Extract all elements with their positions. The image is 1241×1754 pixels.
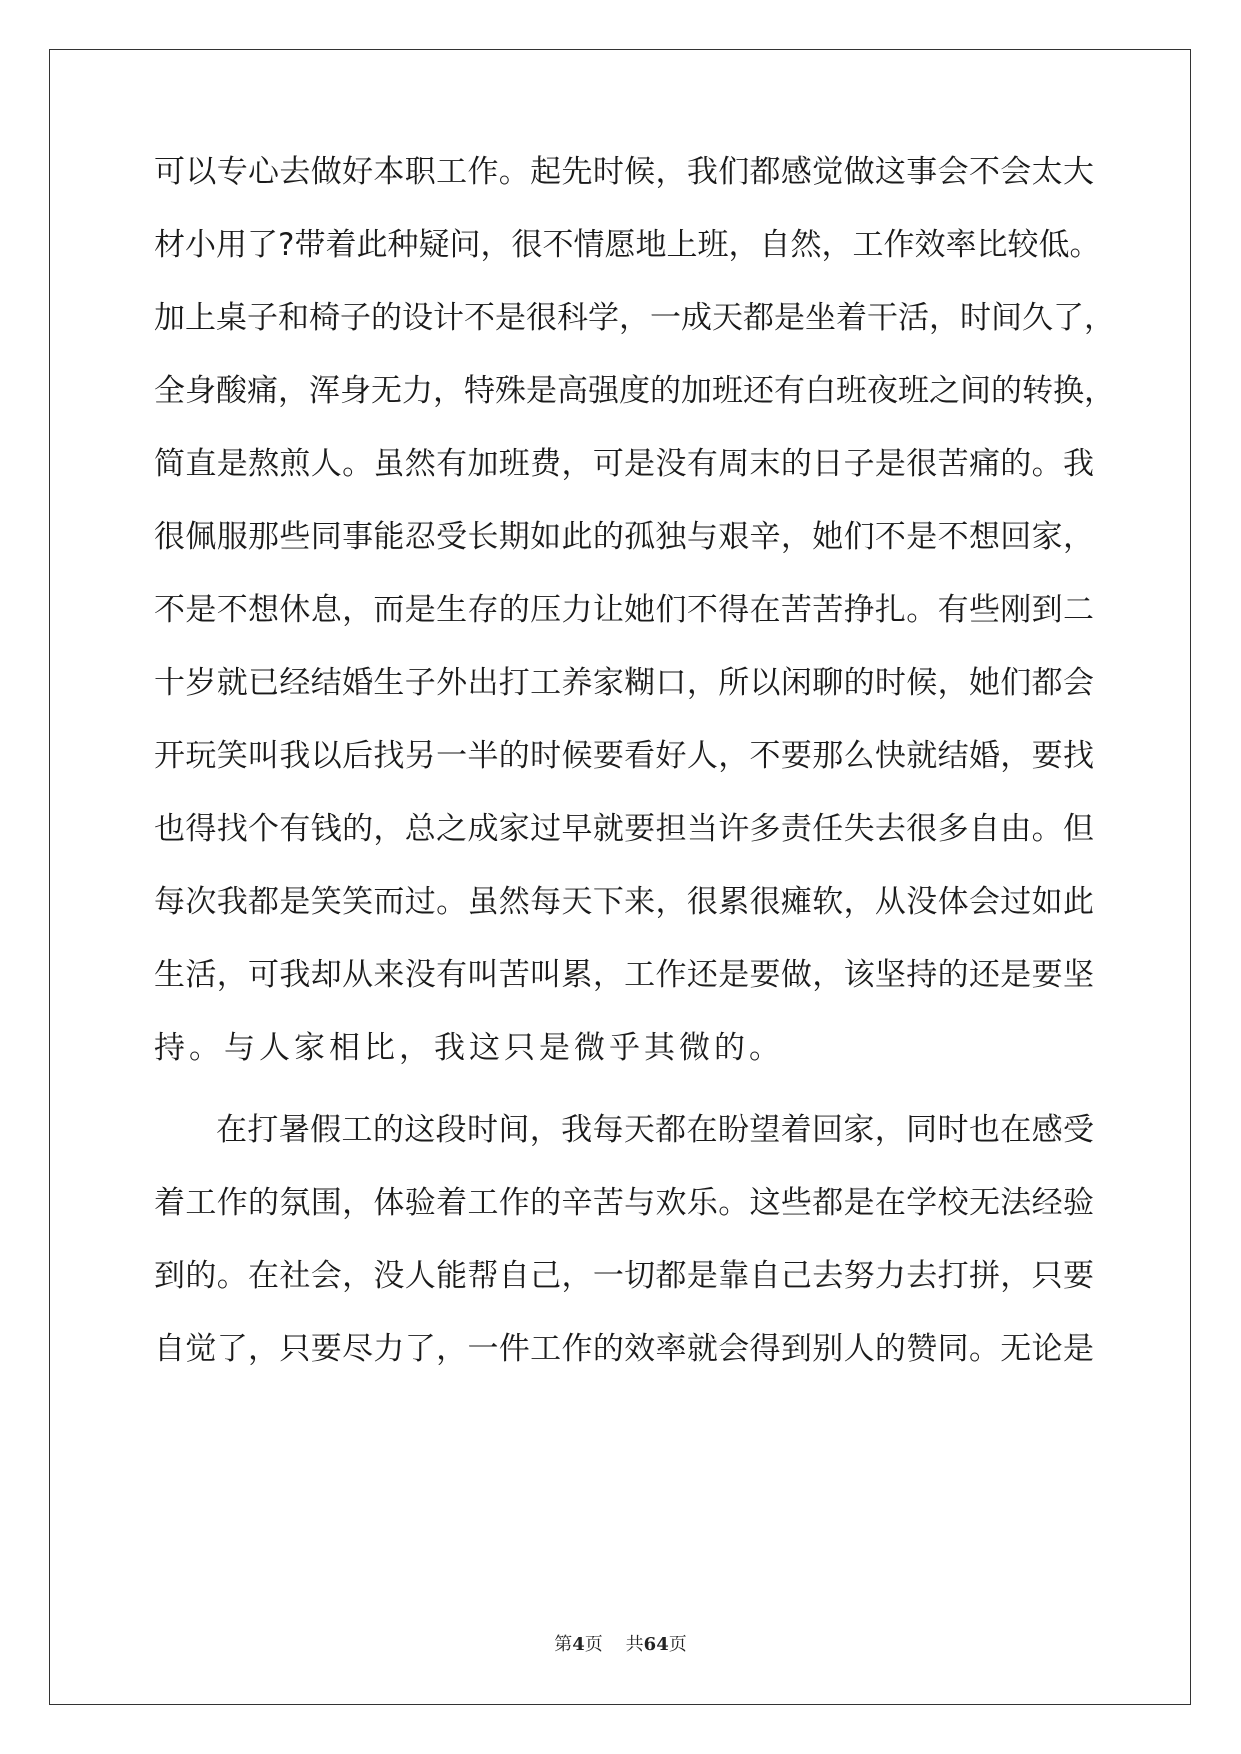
text-line: 到的。在社会，没人能帮自己，一切都是靠自己去努力去打拼，只要: [154, 1258, 1094, 1294]
text-line-paragraph-start: 在打暑假工的这段时间，我每天都在盼望着回家，同时也在感受: [216, 1112, 1094, 1148]
text-line: 简直是熬煎人。虽然有加班费，可是没有周末的日子是很苦痛的。我: [154, 446, 1094, 482]
text-line: 可以专心去做好本职工作。起先时候，我们都感觉做这事会不会太大: [154, 154, 1094, 190]
text-line-paragraph-end: 持。与人家相比，我这只是微乎其微的。: [154, 1030, 784, 1066]
total-prefix: 共: [625, 1634, 644, 1655]
text-line: 自觉了，只要尽力了，一件工作的效率就会得到别人的赞同。无论是: [154, 1331, 1094, 1367]
text-line: 开玩笑叫我以后找另一半的时候要看好人，不要那么快就结婚，要找: [154, 738, 1094, 774]
page-footer: [0, 1630, 1241, 1656]
text-line: 加上桌子和椅子的设计不是很科学，一成天都是坐着干活，时间久了，: [154, 300, 1115, 336]
text-line: 着工作的氛围，体验着工作的辛苦与欢乐。这些都是在学校无法经验: [154, 1185, 1094, 1221]
text-line: 全身酸痛，浑身无力，特殊是高强度的加班还有白班夜班之间的转换，: [154, 373, 1115, 409]
page-prefix: 第: [554, 1634, 573, 1655]
text-line: 不是不想休息，而是生存的压力让她们不得在苦苦挣扎。有些刚到二: [154, 592, 1094, 628]
text-line: 十岁就已经结婚生子外出打工养家糊口，所以闲聊的时候，她们都会: [154, 665, 1094, 701]
text-line: 每次我都是笑笑而过。虽然每天下来，很累很瘫软，从没体会过如此: [154, 884, 1094, 920]
text-line: 也得找个有钱的，总之成家过早就要担当许多责任失去很多自由。但: [154, 811, 1094, 847]
page-number: 4: [572, 1634, 585, 1655]
text-line: 材小用了?带着此种疑问，很不情愿地上班，自然，工作效率比较低。: [154, 227, 1101, 263]
total-suffix: 页: [668, 1634, 687, 1655]
total-pages: 64: [643, 1634, 669, 1655]
text-line: 很佩服那些同事能忍受长期如此的孤独与艰辛，她们不是不想回家，: [154, 519, 1094, 555]
page-suffix: 页: [584, 1634, 603, 1655]
text-line: 生活，可我却从来没有叫苦叫累，工作还是要做，该坚持的还是要坚: [154, 957, 1094, 993]
